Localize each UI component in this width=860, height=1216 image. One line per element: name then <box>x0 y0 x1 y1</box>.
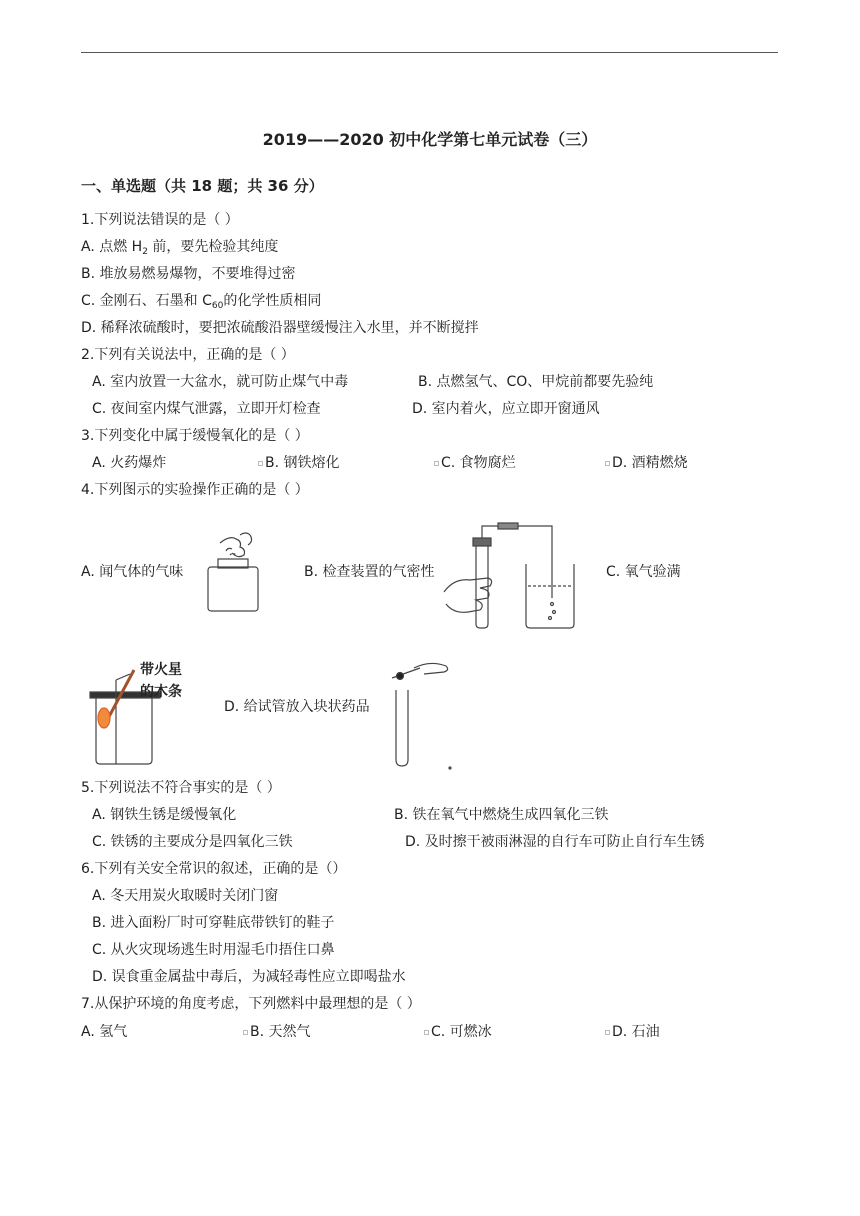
option-marker-icon <box>605 461 610 466</box>
question-4-option-c[interactable]: C. 氧气验满 <box>606 564 681 580</box>
section-heading: 一、单选题（共 18 题；共 36 分） <box>81 177 324 195</box>
question-6-option-b[interactable]: B. 进入面粉厂时可穿鞋底带铁钉的鞋子 <box>92 915 335 931</box>
option-text: 前，要先检验其纯度 <box>147 239 279 255</box>
page-title: 2019——2020 初中化学第七单元试卷（三） <box>262 130 598 149</box>
option-text: C. 可燃冰 <box>431 1024 492 1040</box>
question-1-option-b[interactable]: B. 堆放易燃易爆物，不要堆得过密 <box>81 266 296 282</box>
question-1-option-d[interactable]: D. 稀释浓硫酸时，要把浓硫酸沿器壁缓慢注入水里，并不断搅拌 <box>81 320 479 336</box>
question-4-option-a[interactable]: A. 闻气体的气味 <box>81 564 184 580</box>
smelling-gas-figure <box>200 525 280 615</box>
splint-label-line-1: 带火星 <box>140 662 182 678</box>
question-3-option-a[interactable]: A. 火药爆炸 <box>92 455 167 471</box>
airtightness-check-figure <box>440 520 580 630</box>
subscript: 2 <box>142 247 148 257</box>
option-marker-icon <box>258 461 263 466</box>
question-2-option-d[interactable]: D. 室内着火，应立即开窗通风 <box>412 401 600 417</box>
question-4-option-d[interactable]: D. 给试管放入块状药品 <box>224 699 370 715</box>
question-6-option-c[interactable]: C. 从火灾现场逃生时用湿毛巾捂住口鼻 <box>92 942 335 958</box>
question-5-option-c[interactable]: C. 铁锈的主要成分是四氧化三铁 <box>92 834 293 850</box>
option-text: A. 点燃 H <box>81 239 143 255</box>
question-3-option-c[interactable] <box>434 453 516 473</box>
option-text: 的化学性质相同 <box>223 293 322 309</box>
splint-label-line-2: 的木条 <box>140 684 182 700</box>
option-marker-icon <box>424 1030 429 1035</box>
question-1-option-c[interactable] <box>81 291 321 311</box>
question-3-option-d[interactable] <box>605 453 688 473</box>
question-7-option-b[interactable] <box>243 1022 311 1042</box>
question-2-option-a[interactable]: A. 室内放置一大盆水，就可防止煤气中毒 <box>92 374 349 390</box>
option-text: B. 天然气 <box>250 1024 311 1040</box>
question-5-option-d[interactable]: D. 及时擦干被雨淋湿的自行车可防止自行车生锈 <box>405 834 705 850</box>
question-7-stem: 7.从保护环境的角度考虑，下列燃料中最理想的是（ ） <box>81 996 421 1012</box>
question-5-stem: 5.下列说法不符合事实的是（ ） <box>81 780 281 796</box>
question-5-option-a[interactable]: A. 钢铁生锈是缓慢氧化 <box>92 807 237 823</box>
question-7-option-a[interactable]: A. 氢气 <box>81 1024 128 1040</box>
question-6-stem: 6.下列有关安全常识的叙述，正确的是（） <box>81 861 347 877</box>
add-solid-to-test-tube-figure <box>384 656 456 772</box>
option-text: B. 钢铁熔化 <box>265 455 340 471</box>
option-marker-icon <box>605 1030 610 1035</box>
question-2-stem: 2.下列有关说法中，正确的是（ ） <box>81 347 295 363</box>
question-3-option-b[interactable] <box>258 453 340 473</box>
option-marker-icon <box>243 1030 248 1035</box>
question-4-stem: 4.下列图示的实验操作正确的是（ ） <box>81 482 309 498</box>
subscript: 60 <box>211 301 224 311</box>
option-text: D. 酒精燃烧 <box>612 455 688 471</box>
question-2-option-b[interactable]: B. 点燃氢气、CO、甲烷前都要先验纯 <box>418 374 654 390</box>
header-rule <box>81 52 778 53</box>
question-2-option-c[interactable]: C. 夜间室内煤气泄露，立即开灯检查 <box>92 401 321 417</box>
question-1-stem: 1.下列说法错误的是（ ） <box>81 212 239 228</box>
question-1-option-a[interactable] <box>81 237 278 257</box>
question-6-option-a[interactable]: A. 冬天用炭火取暖时关闭门窗 <box>92 888 279 904</box>
question-6-option-d[interactable]: D. 误食重金属盐中毒后，为减轻毒性应立即喝盐水 <box>92 969 406 985</box>
question-5-option-b[interactable]: B. 铁在氧气中燃烧生成四氧化三铁 <box>394 807 609 823</box>
option-text: D. 石油 <box>612 1024 660 1040</box>
question-4-option-b[interactable]: B. 检查装置的气密性 <box>304 564 435 580</box>
option-text: C. 金刚石、石墨和 C <box>81 293 212 309</box>
question-7-option-d[interactable] <box>605 1022 660 1042</box>
question-7-option-c[interactable] <box>424 1022 492 1042</box>
question-3-stem: 3.下列变化中属于缓慢氧化的是（ ） <box>81 428 309 444</box>
option-text: C. 食物腐烂 <box>441 455 516 471</box>
option-marker-icon <box>434 461 439 466</box>
